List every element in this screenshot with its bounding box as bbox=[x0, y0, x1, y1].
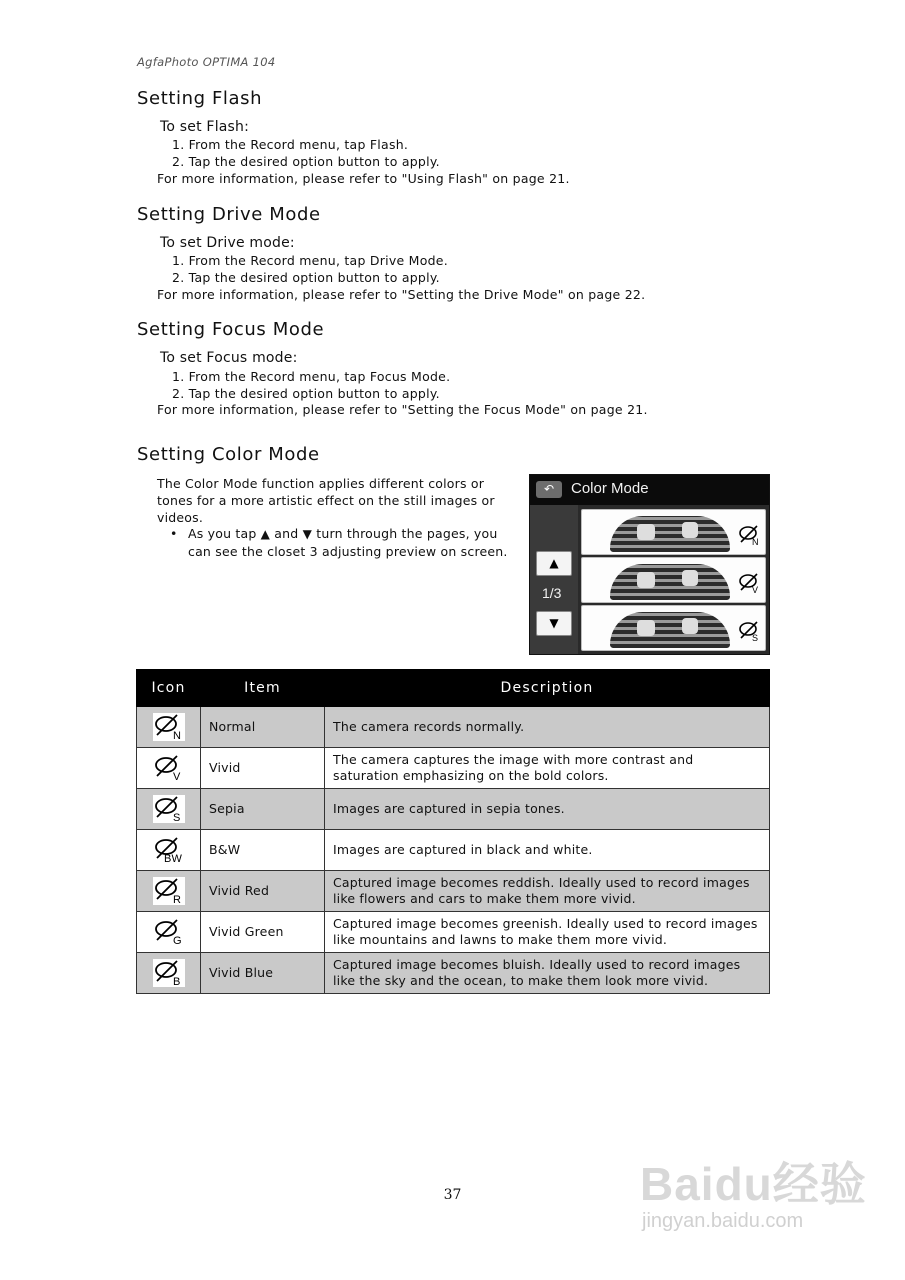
svg-text:S: S bbox=[752, 633, 759, 642]
item-cell: Vivid Red bbox=[201, 871, 325, 912]
color-mode-screen bbox=[529, 474, 770, 655]
icon-cell bbox=[137, 707, 201, 748]
step-1-focus: 1. From the Record menu, tap Focus Mode. bbox=[172, 369, 451, 384]
section-subtitle-focus: To set Focus mode: bbox=[160, 350, 298, 366]
description-cell: Captured image becomes reddish. Ideally used to record images like flowers and cars to make them more vivid. bbox=[325, 871, 770, 912]
icon-cell bbox=[137, 830, 201, 871]
screen-title: Color Mode bbox=[571, 480, 649, 497]
svg-text:B: B bbox=[172, 976, 181, 987]
bullet-dot: • bbox=[170, 526, 178, 541]
table-row bbox=[137, 789, 770, 830]
color-mode-vivid-red-icon bbox=[153, 877, 185, 905]
svg-text:V: V bbox=[172, 771, 181, 782]
svg-text:N: N bbox=[752, 537, 759, 546]
page-up-button[interactable]: ▲ bbox=[536, 551, 572, 576]
screen-title-bar bbox=[530, 475, 769, 505]
icon-cell bbox=[137, 953, 201, 994]
color-mode-table bbox=[136, 669, 770, 994]
watermark-url: jingyan.baidu.com bbox=[642, 1210, 804, 1232]
table-row bbox=[137, 748, 770, 789]
bullet-pre: As you tap bbox=[188, 526, 257, 541]
table-row bbox=[137, 707, 770, 748]
table-header-row bbox=[137, 670, 770, 707]
description-cell: The camera records normally. bbox=[325, 707, 770, 748]
color-mode-sepia-icon bbox=[739, 620, 761, 642]
step-1-flash: 1. From the Record menu, tap Flash. bbox=[172, 137, 409, 152]
header-icon: Icon bbox=[137, 670, 201, 707]
preview-detail bbox=[637, 620, 655, 636]
section-title-color: Setting Color Mode bbox=[137, 444, 320, 465]
preview-thumb-2[interactable] bbox=[581, 557, 766, 603]
bullet-and: and bbox=[274, 526, 299, 541]
section-subtitle-drive: To set Drive mode: bbox=[160, 235, 295, 251]
running-header: AgfaPhoto OPTIMA 104 bbox=[137, 55, 276, 69]
icon-cell bbox=[137, 748, 201, 789]
back-arrow-icon[interactable]: ↶ bbox=[536, 481, 562, 498]
page-number: 37 bbox=[443, 1187, 462, 1203]
color-mode-normal-icon bbox=[739, 524, 761, 546]
item-cell: Normal bbox=[201, 707, 325, 748]
color-mode-vivid-icon bbox=[739, 572, 761, 594]
preview-thumb-3[interactable] bbox=[581, 605, 766, 651]
more-info-drive: For more information, please refer to "Setting the Drive Mode" on page 22. bbox=[157, 287, 646, 302]
watermark-brand: Baidu经验 bbox=[640, 1158, 867, 1210]
section-title-drive: Setting Drive Mode bbox=[137, 204, 321, 225]
preview-image bbox=[610, 564, 730, 600]
more-info-flash: For more information, please refer to "Using Flash" on page 21. bbox=[157, 171, 570, 186]
bullet-text bbox=[188, 525, 508, 560]
icon-cell bbox=[137, 789, 201, 830]
preview-detail bbox=[682, 570, 698, 586]
header-description: Description bbox=[325, 670, 770, 707]
color-mode-vivid-icon bbox=[153, 754, 185, 782]
svg-text:S: S bbox=[172, 812, 181, 823]
watermark bbox=[640, 1148, 867, 1232]
step-2-focus: 2. Tap the desired option button to apply. bbox=[172, 386, 440, 401]
preview-image bbox=[610, 516, 730, 552]
svg-text:R: R bbox=[172, 894, 181, 905]
item-cell: Vivid Green bbox=[201, 912, 325, 953]
item-cell: B&W bbox=[201, 830, 325, 871]
description-cell: Images are captured in sepia tones. bbox=[325, 789, 770, 830]
color-mode-bw-icon bbox=[153, 836, 185, 864]
preview-detail bbox=[682, 522, 698, 538]
color-mode-intro: The Color Mode function applies different colors or tones for a more artistic effect on the still images or videos. bbox=[157, 476, 495, 525]
header-item: Item bbox=[201, 670, 325, 707]
icon-cell bbox=[137, 871, 201, 912]
item-cell: Vivid Blue bbox=[201, 953, 325, 994]
page-indicator: 1/3 bbox=[542, 585, 562, 601]
step-1-drive: 1. From the Record menu, tap Drive Mode. bbox=[172, 253, 448, 268]
up-triangle-icon: ▲ bbox=[260, 527, 271, 541]
step-2-drive: 2. Tap the desired option button to apply. bbox=[172, 270, 440, 285]
preview-detail bbox=[637, 572, 655, 588]
step-2-flash: 2. Tap the desired option button to apply. bbox=[172, 154, 440, 169]
item-cell: Sepia bbox=[201, 789, 325, 830]
svg-text:BW: BW bbox=[163, 853, 182, 864]
bullet-post: turn through the pages, you can see the closet 3 adjusting preview on screen. bbox=[188, 526, 508, 559]
table-row bbox=[137, 912, 770, 953]
section-title-flash: Setting Flash bbox=[137, 88, 263, 109]
table-row bbox=[137, 953, 770, 994]
description-cell: Images are captured in black and white. bbox=[325, 830, 770, 871]
table-row bbox=[137, 830, 770, 871]
svg-text:N: N bbox=[172, 730, 181, 741]
preview-image bbox=[610, 612, 730, 648]
description-cell: Captured image becomes greenish. Ideally used to record images like mountains and lawns to make them more vivid. bbox=[325, 912, 770, 953]
item-cell: Vivid bbox=[201, 748, 325, 789]
more-info-focus: For more information, please refer to "Setting the Focus Mode" on page 21. bbox=[157, 402, 648, 417]
color-mode-sepia-icon bbox=[153, 795, 185, 823]
svg-text:V: V bbox=[752, 585, 759, 594]
color-mode-vivid-blue-icon bbox=[153, 959, 185, 987]
section-title-focus: Setting Focus Mode bbox=[137, 319, 325, 340]
color-mode-normal-icon bbox=[153, 713, 185, 741]
color-mode-vivid-green-icon bbox=[153, 918, 185, 946]
down-triangle-icon: ▼ bbox=[302, 527, 313, 541]
description-cell: Captured image becomes bluish. Ideally used to record images like the sky and the ocean, to make them look more vivid. bbox=[325, 953, 770, 994]
icon-cell bbox=[137, 912, 201, 953]
preview-detail bbox=[682, 618, 698, 634]
preview-detail bbox=[637, 524, 655, 540]
page-down-button[interactable]: ▼ bbox=[536, 611, 572, 636]
section-subtitle-flash: To set Flash: bbox=[160, 119, 250, 135]
svg-text:G: G bbox=[172, 935, 182, 946]
screen-sidebar bbox=[530, 505, 578, 654]
table-row bbox=[137, 871, 770, 912]
description-cell: The camera captures the image with more contrast and saturation emphasizing on the bold colors. bbox=[325, 748, 770, 789]
preview-thumb-1[interactable] bbox=[581, 509, 766, 555]
